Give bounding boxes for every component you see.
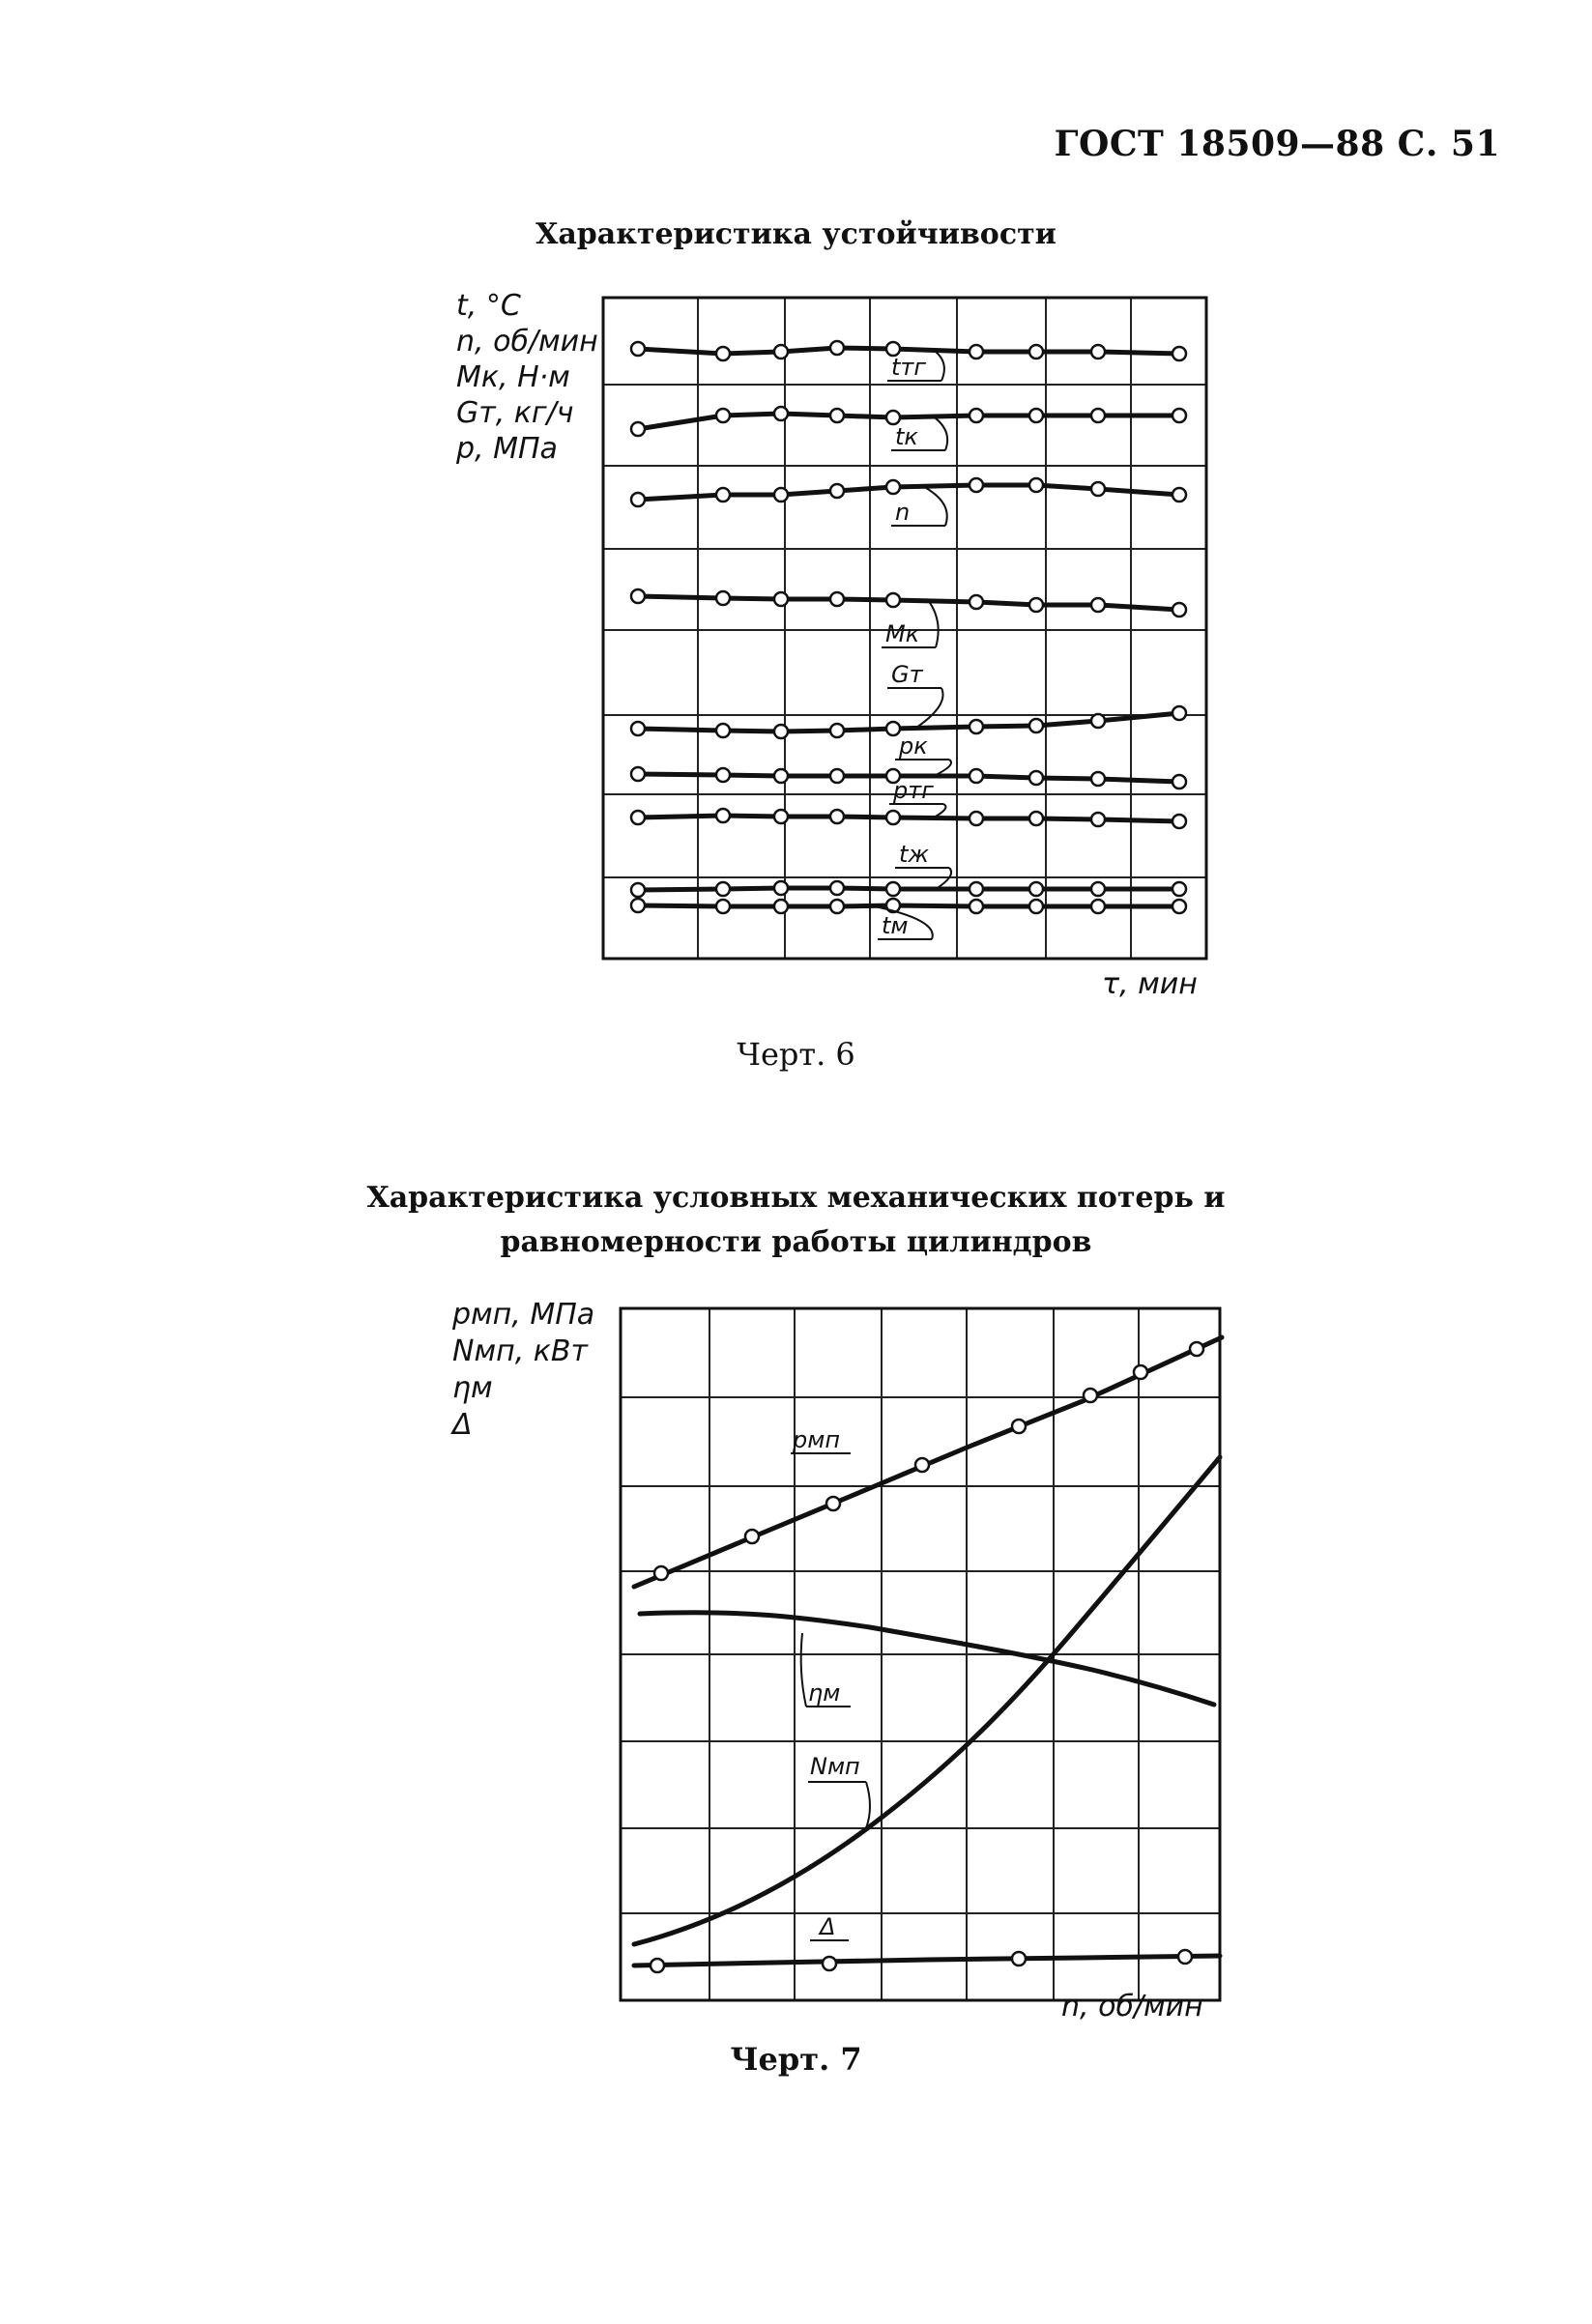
fig6-data-point [1091, 813, 1105, 826]
fig6-data-point [830, 881, 844, 895]
fig7-data-point [1012, 1952, 1026, 1965]
fig6-data-point [830, 341, 844, 355]
fig7-series-label: pмп [793, 1426, 841, 1453]
fig7-ylabel-nmp: Nмп, кВт [452, 1334, 588, 1368]
fig6-data-point [970, 720, 983, 733]
fig6-data-point [886, 882, 900, 896]
fig6-data-point [631, 811, 645, 824]
fig6-data-point [1091, 409, 1105, 422]
fig6-data-point [1091, 882, 1105, 896]
fig6-data-point [716, 409, 730, 422]
fig6-data-point [716, 591, 730, 605]
fig6-data-point [1029, 900, 1043, 913]
fig6-data-point [1172, 775, 1186, 789]
fig6-data-point [1029, 719, 1043, 732]
fig7-data-point [823, 1957, 836, 1970]
fig6-data-point [1029, 478, 1043, 492]
fig6-series-label: Gт [891, 661, 923, 688]
fig6-data-point [886, 722, 900, 735]
fig7-data-point [1084, 1389, 1097, 1402]
fig6-ylabel-gt: Gт, кг/ч [456, 396, 574, 430]
fig7-data-point [654, 1566, 668, 1580]
fig6-data-point [631, 883, 645, 897]
fig6-data-point [830, 724, 844, 737]
fig7-ylabel-delta: Δ [452, 1408, 473, 1442]
fig6-ylabel-p: p, МПа [456, 432, 558, 466]
fig6-series-label: tтг [891, 354, 926, 381]
fig6-label-leader [936, 352, 944, 381]
fig6-data-point [631, 422, 645, 436]
fig6-data-point [886, 811, 900, 824]
fig6-data-point [774, 881, 788, 895]
fig7-series-label: Nмп [810, 1753, 860, 1780]
fig6-data-point [716, 809, 730, 822]
fig7-series-4 [634, 1913, 1220, 1972]
fig6-data-point [716, 768, 730, 782]
fig6-series-4 [631, 589, 1186, 647]
fig6-series-3 [631, 478, 1186, 526]
fig6-data-point [1172, 488, 1186, 502]
fig7-series-line [640, 1613, 1214, 1705]
fig6-data-point [631, 767, 645, 781]
fig6-data-point [1029, 882, 1043, 896]
fig6-series-label: Mк [885, 620, 920, 647]
chart-figure-7 [621, 1308, 1222, 2000]
fig6-data-point [1172, 603, 1186, 617]
fig6-data-point [1091, 598, 1105, 612]
fig6-data-point [830, 810, 844, 823]
fig6-data-point [716, 347, 730, 360]
fig6-data-point [631, 899, 645, 912]
fig6-data-point [970, 900, 983, 913]
fig6-data-point [1091, 345, 1105, 359]
fig6-series-label: n [895, 499, 911, 526]
fig6-data-point [1172, 815, 1186, 828]
fig6-data-point [716, 882, 730, 896]
figure-6-title: Характеристика устойчивости [535, 217, 1057, 251]
figure-7-title-line1: Характеристика условных механических потерь и [366, 1181, 1226, 1215]
fig6-label-leader [916, 688, 943, 728]
fig6-data-point [716, 900, 730, 913]
fig6-data-point [1029, 598, 1043, 612]
fig6-label-leader [932, 416, 947, 450]
fig6-data-point [970, 345, 983, 359]
fig6-data-point [1172, 347, 1186, 360]
fig7-xlabel: n, об/мин [1061, 1990, 1203, 2023]
fig6-series-8 [631, 841, 1186, 897]
fig6-data-point [970, 769, 983, 783]
fig6-data-point [1091, 482, 1105, 496]
fig6-data-point [774, 725, 788, 738]
fig7-data-point [1134, 1365, 1147, 1379]
fig6-series-5 [631, 661, 1186, 738]
fig6-data-point [886, 480, 900, 494]
fig6-series-2 [631, 407, 1186, 450]
fig6-data-point [970, 812, 983, 825]
fig6-label-leader [926, 488, 947, 526]
fig6-series-label: tк [895, 423, 918, 450]
fig6-data-point [886, 411, 900, 424]
fig6-data-point [631, 722, 645, 735]
fig7-data-point [826, 1497, 840, 1510]
fig6-data-point [774, 488, 788, 502]
fig6-data-point [774, 810, 788, 823]
fig7-series-3 [634, 1457, 1220, 1944]
fig7-data-point [1178, 1950, 1192, 1964]
fig7-series-2 [640, 1613, 1214, 1707]
fig6-data-point [830, 409, 844, 422]
fig6-data-point [1029, 771, 1043, 785]
fig6-data-point [631, 589, 645, 603]
fig6-data-point [774, 769, 788, 783]
fig6-data-point [774, 345, 788, 359]
fig6-data-point [1091, 900, 1105, 913]
fig6-label-leader [934, 804, 945, 818]
fig6-series-label: pтг [893, 777, 934, 804]
fig6-series-label: tж [899, 841, 930, 868]
fig6-data-point [1172, 882, 1186, 896]
fig6-data-point [1091, 772, 1105, 786]
fig6-data-point [1029, 345, 1043, 359]
fig6-data-point [716, 724, 730, 737]
fig7-data-point [1012, 1420, 1026, 1433]
fig7-series-label: ηм [808, 1679, 841, 1707]
figure-6-caption: Черт. 6 [737, 1036, 855, 1073]
fig6-ylabel-t: t, °C [456, 289, 521, 323]
fig6-data-point [774, 900, 788, 913]
fig7-series-line [634, 1457, 1220, 1944]
fig6-data-point [1172, 409, 1186, 422]
fig6-series-9 [631, 899, 1186, 939]
fig6-data-point [970, 882, 983, 896]
fig6-data-point [631, 493, 645, 506]
fig6-data-point [1172, 900, 1186, 913]
fig7-ylabel-etam: ηм [452, 1371, 493, 1405]
fig6-data-point [1091, 714, 1105, 728]
fig6-data-point [830, 769, 844, 783]
fig7-data-point [745, 1530, 759, 1543]
fig6-ylabel-n: n, об/мин [456, 325, 598, 359]
fig6-data-point [774, 592, 788, 606]
fig6-label-leader [934, 760, 951, 776]
fig7-label-leader [801, 1633, 806, 1707]
fig6-series-label: tм [882, 912, 909, 939]
fig6-data-point [830, 592, 844, 606]
fig6-data-point [970, 595, 983, 609]
fig6-ylabel-mk: Mк, Н·м [456, 360, 570, 394]
page-header: ГОСТ 18509—88 С. 51 [1054, 124, 1500, 164]
fig6-data-point [1029, 812, 1043, 825]
fig6-data-point [1172, 706, 1186, 720]
fig6-data-point [830, 484, 844, 498]
fig6-series-1 [631, 341, 1186, 381]
fig6-data-point [830, 900, 844, 913]
fig6-data-point [631, 342, 645, 356]
fig7-series-line [634, 1956, 1220, 1965]
fig6-data-point [774, 407, 788, 420]
figure-7-title-line2: равномерности работы цилиндров [500, 1225, 1092, 1259]
fig6-data-point [716, 488, 730, 502]
fig6-data-point [970, 478, 983, 492]
fig7-data-point [651, 1959, 664, 1972]
fig6-series-label: pк [899, 732, 928, 760]
fig7-series-1 [634, 1337, 1222, 1587]
fig7-data-point [915, 1458, 929, 1472]
figure-7-caption: Черт. 7 [730, 2041, 862, 2078]
fig7-series-label: Δ [820, 1913, 836, 1940]
fig6-xlabel: τ, мин [1102, 967, 1198, 1001]
fig6-label-leader [928, 600, 939, 647]
fig6-data-point [1029, 409, 1043, 422]
fig6-data-point [886, 593, 900, 607]
fig7-grid [621, 1308, 1220, 2000]
fig7-label-leader [866, 1782, 870, 1828]
chart-figure-6 [603, 298, 1206, 959]
fig7-data-point [1190, 1342, 1203, 1356]
fig6-data-point [970, 409, 983, 422]
fig7-ylabel-pmp: pмп, МПа [452, 1298, 595, 1332]
